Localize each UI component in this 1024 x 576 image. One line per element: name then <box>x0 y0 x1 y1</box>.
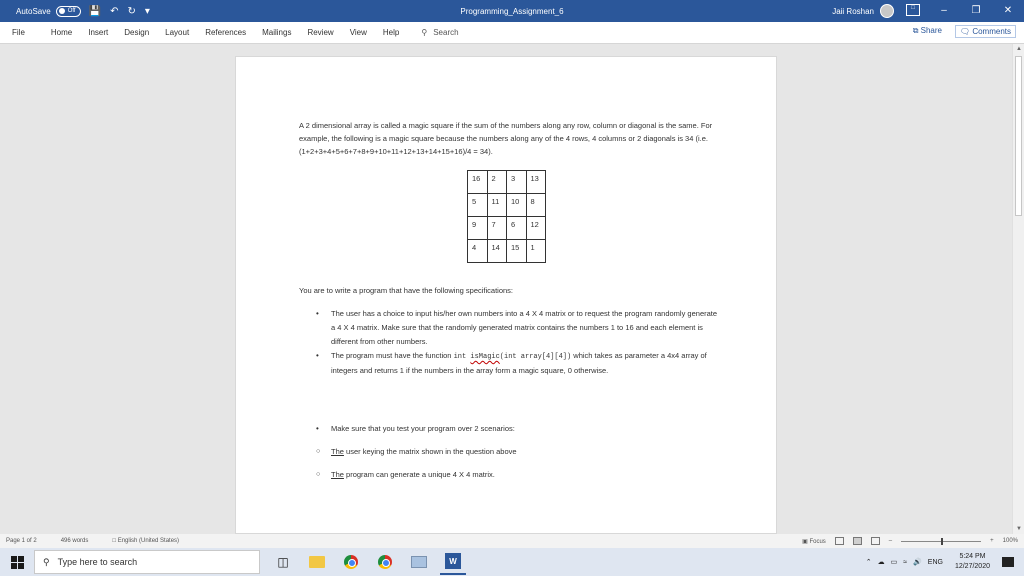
circle-bullet-icon: ○ <box>316 471 321 478</box>
zoom-in-icon[interactable]: + <box>990 538 994 544</box>
tab-home[interactable]: Home <box>50 28 73 37</box>
restore-icon[interactable]: ❐ <box>971 5 981 16</box>
list-item[interactable] <box>299 307 719 349</box>
search-icon: ⚲ <box>43 556 50 567</box>
table-cell[interactable]: 6 <box>507 217 527 240</box>
close-icon[interactable]: ✕ <box>1003 5 1013 16</box>
photos-icon[interactable] <box>406 549 432 575</box>
scroll-thumb[interactable] <box>1015 56 1022 216</box>
table-cell[interactable]: 16 <box>468 171 488 194</box>
language-status[interactable]: □ English (United States) <box>112 538 180 544</box>
user-name: Jaii Roshan <box>832 6 874 16</box>
bullet-text: The user has a choice to input his/her own numbers into a 4 X 4 matrix or to request the program randomly generate a 4 X 4 matrix. Make sure that the randomly generated matrix contains the numbers 1 to 16 and each element is different from other numbers. <box>331 309 718 346</box>
clock-time: 5:24 PM <box>959 553 986 560</box>
tab-review[interactable]: Review <box>307 28 334 37</box>
bullet-icon: • <box>316 309 319 318</box>
table-cell[interactable]: 12 <box>526 217 546 240</box>
zoom-out-icon[interactable]: – <box>888 538 893 544</box>
taskbar <box>0 548 1024 576</box>
list-item[interactable] <box>299 445 719 459</box>
table-cell[interactable]: 15 <box>507 240 527 263</box>
autosave-toggle[interactable]: Off <box>56 6 81 17</box>
clock[interactable] <box>955 552 990 572</box>
onedrive-icon[interactable]: ☁ <box>877 559 885 566</box>
chrome-profile-icon[interactable] <box>372 549 398 575</box>
table-cell[interactable]: 8 <box>526 194 546 217</box>
word-app-icon[interactable]: W <box>440 549 466 575</box>
chrome-icon[interactable] <box>338 549 364 575</box>
table-row <box>468 240 546 263</box>
magic-square-table[interactable] <box>467 170 546 263</box>
wifi-icon[interactable]: ≈ <box>903 558 908 566</box>
tab-help[interactable]: Help <box>382 28 400 37</box>
windows-icon <box>11 556 24 569</box>
minimize-icon[interactable]: – <box>941 5 947 16</box>
share-button[interactable]: ⧉ Share <box>912 26 942 35</box>
table-cell[interactable]: 2 <box>487 171 507 194</box>
circle-bullet-icon: ○ <box>316 448 321 455</box>
table-cell[interactable]: 1 <box>526 240 546 263</box>
table-cell[interactable]: 9 <box>468 217 488 240</box>
intro-paragraph[interactable]: A 2 dimensional array is called a magic square if the sum of the numbers along any row, column or diagonal is the same. For example, the following is a magic square because the numbers along any of the 4 rows, 4 columns or 2 diagonals is 34 (i.e. (1+2+3+4+5+6+7+8+9+10+11+12+13+14+15+16)/4 = 34). <box>299 121 713 156</box>
table-cell[interactable]: 11 <box>487 194 507 217</box>
user-account[interactable] <box>832 0 894 22</box>
taskbar-search[interactable] <box>34 550 260 574</box>
web-layout-icon[interactable] <box>871 537 880 545</box>
notifications-icon[interactable] <box>1002 557 1014 567</box>
table-cell[interactable]: 13 <box>526 171 546 194</box>
bullet-text: Make sure that you test your program over 2 scenarios: <box>331 424 515 433</box>
table-cell[interactable]: 10 <box>507 194 527 217</box>
table-cell[interactable]: 5 <box>468 194 488 217</box>
scroll-up-icon[interactable]: ▲ <box>1016 46 1022 52</box>
list-item[interactable] <box>299 468 719 482</box>
table-row <box>468 171 546 194</box>
input-language[interactable]: ENG <box>927 558 943 566</box>
task-view-icon[interactable]: ◫ <box>277 555 289 569</box>
save-icon[interactable]: 💾 <box>88 5 102 17</box>
bullet-icon: • <box>316 351 319 360</box>
vertical-scrollbar[interactable] <box>1012 44 1024 534</box>
print-layout-icon[interactable] <box>853 537 862 545</box>
ribbon-display-icon[interactable]: □ <box>906 4 920 16</box>
ribbon-tabs <box>0 22 1024 44</box>
tab-file[interactable]: File <box>12 28 25 37</box>
table-cell[interactable]: 14 <box>487 240 507 263</box>
autosave-label: AutoSave <box>16 6 51 16</box>
status-bar <box>0 534 1024 548</box>
proofing-icon: □ <box>112 538 117 544</box>
search-label: Search <box>433 28 459 37</box>
search-box[interactable] <box>421 28 458 37</box>
tab-references[interactable]: References <box>205 28 247 37</box>
search-icon: ⚲ <box>421 28 428 37</box>
word-count[interactable]: 496 words <box>60 538 89 544</box>
table-row <box>468 217 546 240</box>
scroll-down-icon[interactable]: ▼ <box>1016 526 1022 532</box>
volume-icon[interactable]: 🔊 <box>913 559 922 566</box>
tab-mailings[interactable]: Mailings <box>262 28 292 37</box>
document-page[interactable] <box>235 56 777 534</box>
page-count[interactable]: Page 1 of 2 <box>6 538 37 544</box>
system-tray <box>866 548 1024 576</box>
redo-icon[interactable]: ↻ <box>127 5 136 17</box>
title-bar <box>0 0 1024 22</box>
bullet-text: The user keying the matrix shown in the question above <box>331 447 517 456</box>
tab-layout[interactable]: Layout <box>165 28 190 37</box>
bullet-icon: • <box>316 424 319 433</box>
show-hidden-icon[interactable]: ⌃ <box>865 559 872 566</box>
avatar[interactable] <box>880 4 894 18</box>
tab-design[interactable]: Design <box>124 28 150 37</box>
customize-icon[interactable]: ▾ <box>144 5 150 17</box>
file-explorer-icon[interactable] <box>304 549 330 575</box>
battery-icon[interactable]: ▭ <box>890 559 898 566</box>
autosave <box>16 6 81 17</box>
clock-date: 12/27/2020 <box>954 563 990 570</box>
bullet-text: The program can generate a unique 4 X 4 matrix. <box>331 470 495 479</box>
list-item[interactable] <box>299 349 719 378</box>
table-cell[interactable]: 4 <box>468 240 488 263</box>
list-item[interactable] <box>299 422 719 436</box>
bullet-text: The program must have the function int isMagic(int array[4][4]) which takes as parameter a 4x4 array of integers and returns 1 if the numbers in the array form a magic square, 0 otherwise. <box>331 351 707 375</box>
spellcheck-underline: isMagic <box>470 353 500 361</box>
zoom-level[interactable]: 100% <box>1002 538 1018 544</box>
table-row <box>468 194 546 217</box>
spec-heading[interactable]: You are to write a program that have the following specifications: <box>299 286 514 295</box>
tab-view[interactable]: View <box>349 28 367 37</box>
document-title: Programming_Assignment_6 <box>460 6 564 16</box>
focus-button[interactable]: ▣ Focus <box>802 538 826 545</box>
table-cell[interactable]: 7 <box>487 217 507 240</box>
undo-icon[interactable]: ↶ <box>110 5 119 17</box>
read-mode-icon[interactable] <box>835 537 844 545</box>
taskbar-search-placeholder: Type here to search <box>57 557 138 567</box>
start-button[interactable] <box>0 548 34 576</box>
table-cell[interactable]: 3 <box>507 171 527 194</box>
zoom-slider[interactable] <box>901 541 981 542</box>
comments-button[interactable]: 🗨 Comments <box>955 25 1016 38</box>
tab-insert[interactable]: Insert <box>88 28 109 37</box>
